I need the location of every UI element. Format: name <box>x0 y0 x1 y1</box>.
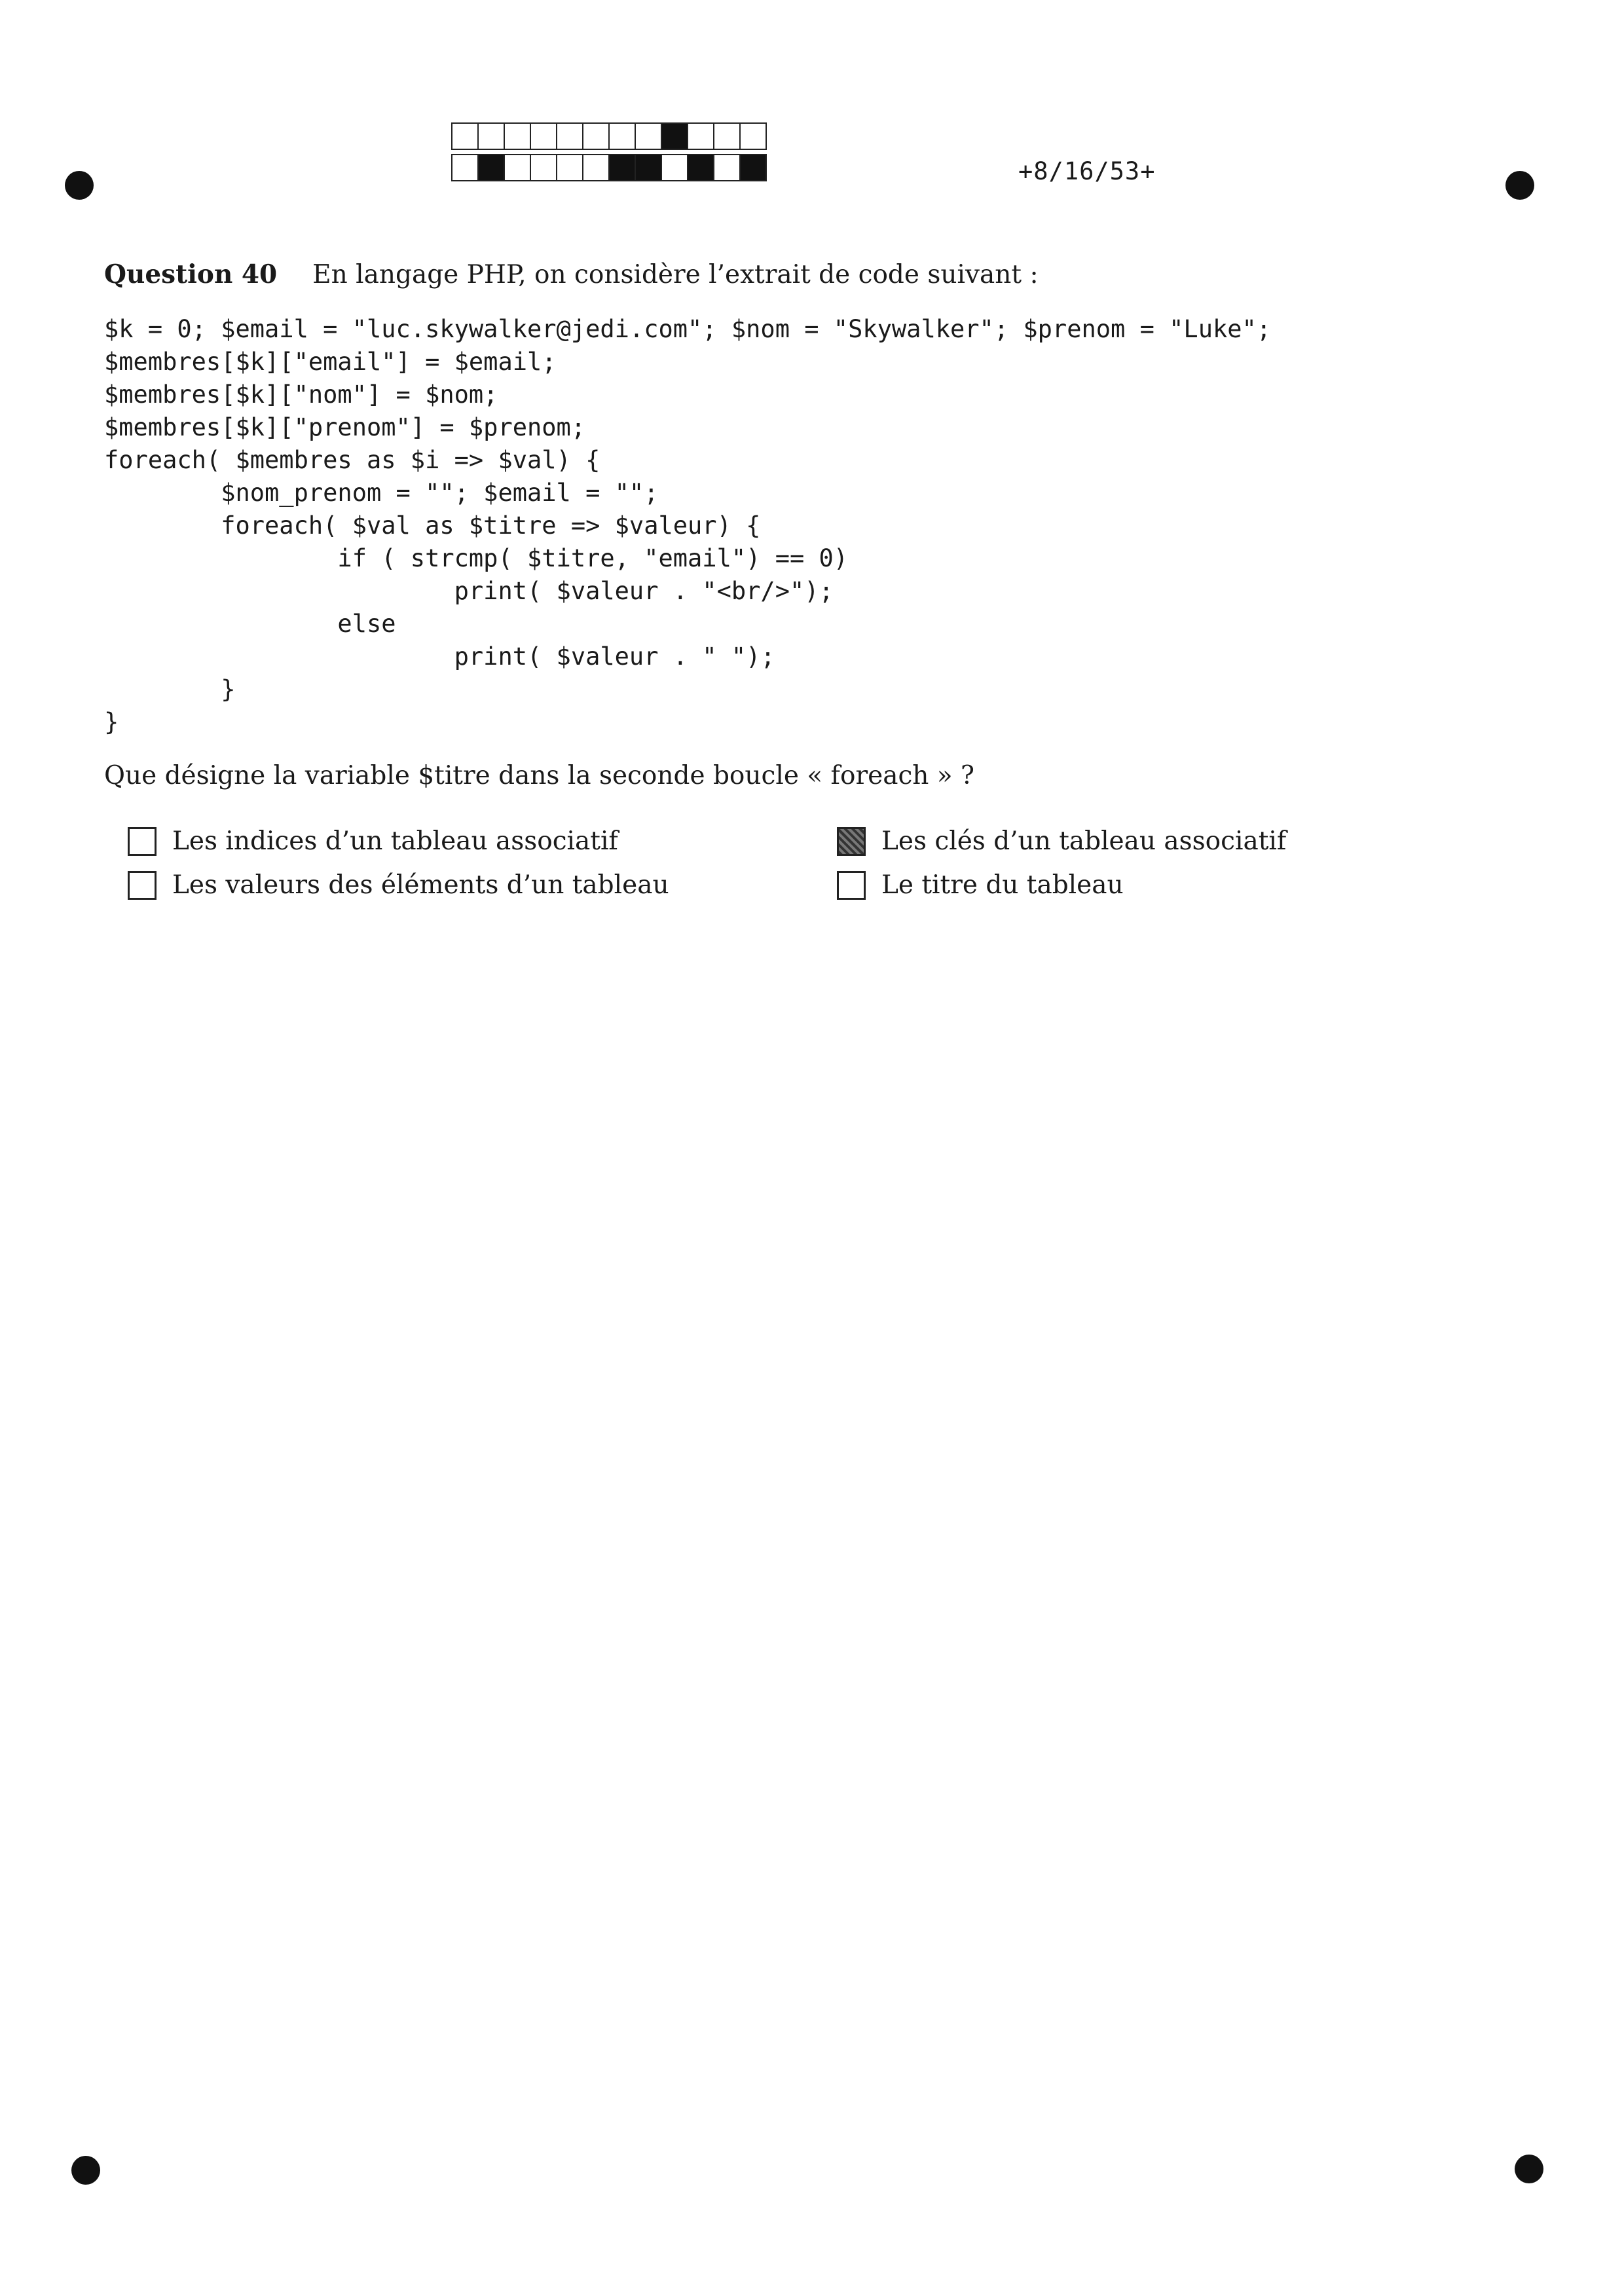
code-box-filled <box>687 154 714 181</box>
code-box-filled <box>477 154 505 181</box>
code-box-empty <box>504 154 531 181</box>
code-box-empty <box>556 154 583 181</box>
answer-checkbox[interactable] <box>837 827 866 856</box>
answer-option-1[interactable] <box>128 826 618 856</box>
code-box-empty <box>530 122 557 150</box>
registration-mark-top-right <box>1505 171 1534 200</box>
code-box-row-1 <box>451 122 766 149</box>
code-box-empty <box>451 122 479 150</box>
code-box-empty <box>608 122 636 150</box>
code-box-filled <box>608 154 636 181</box>
answer-option-2[interactable] <box>837 826 1286 856</box>
answer-option-3[interactable] <box>128 870 669 900</box>
answer-checkbox[interactable] <box>128 871 157 900</box>
code-box-empty <box>504 122 531 150</box>
question-intro: En langage PHP, on considère l’extrait de code suivant : <box>312 260 1039 289</box>
code-box-empty <box>477 122 505 150</box>
code-box-empty <box>582 154 610 181</box>
registration-mark-bottom-right <box>1515 2155 1543 2183</box>
question-number: Question 40 <box>104 259 278 289</box>
code-snippet: $k = 0; $email = "luc.skywalker@jedi.com"; $nom = "Skywalker"; $prenom = "Luke"; $membres[$k]["email"] = $email; $membres[$k]["nom"] = $nom; $membres[$k]["prenom"] = $prenom; foreach( $membres as $i => $val) { $nom_prenom = ""; $email = ""; foreach( $val as $titre => $valeur) { if ( strcmp( $titre, "email") == 0) print( $valeur . "<br/>"); else print( $valeur . " "); } } <box>104 315 1272 736</box>
answer-checkbox[interactable] <box>128 827 157 856</box>
answer-label: Les indices d’un tableau associatif <box>172 826 618 856</box>
code-box-empty <box>556 122 583 150</box>
answer-checkbox[interactable] <box>837 871 866 900</box>
question-prompt: Que désigne la variable $titre dans la seconde boucle « foreach » ? <box>104 761 974 790</box>
code-box-empty <box>451 154 479 181</box>
code-box-empty <box>530 154 557 181</box>
code-box-empty <box>713 122 741 150</box>
code-box-empty <box>687 122 714 150</box>
answer-label: Les valeurs des éléments d’un tableau <box>172 870 669 900</box>
code-box-empty <box>582 122 610 150</box>
registration-mark-bottom-left <box>71 2156 100 2185</box>
code-box-empty <box>739 122 767 150</box>
code-box-empty <box>713 154 741 181</box>
answer-label: Les clés d’un tableau associatif <box>881 826 1287 856</box>
question-header <box>104 259 1039 289</box>
code-box-filled <box>635 154 662 181</box>
answer-option-4[interactable] <box>837 870 1124 900</box>
registration-mark-top-left <box>65 171 94 200</box>
code-box-filled <box>739 154 767 181</box>
binary-code-boxes <box>451 122 766 185</box>
code-box-filled <box>661 122 688 150</box>
answer-label: Le titre du tableau <box>881 870 1124 900</box>
code-box-row-2 <box>451 154 766 180</box>
code-box-empty <box>661 154 688 181</box>
code-box-empty <box>635 122 662 150</box>
page-identifier: +8/16/53+ <box>1018 157 1156 185</box>
